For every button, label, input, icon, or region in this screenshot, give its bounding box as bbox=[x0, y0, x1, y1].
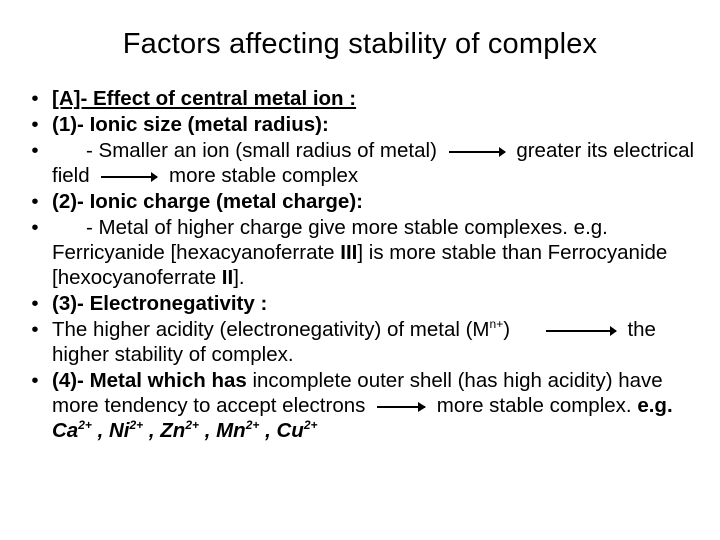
text-smaller-ion: - Smaller an ion (small radius of metal) bbox=[86, 139, 437, 162]
ion-separator: , bbox=[259, 419, 277, 442]
text-more-stable: more stable complex bbox=[169, 164, 359, 187]
bullet-dot-icon: • bbox=[31, 369, 39, 392]
bullet-higher-acidity bbox=[28, 317, 708, 367]
ion-separator: , bbox=[143, 419, 161, 442]
heading-effect-central-metal: [A]- Effect of central metal ion : bbox=[52, 87, 357, 110]
text-eg: e.g. bbox=[631, 394, 673, 417]
text-higher-stability: the higher stability of complex. bbox=[52, 318, 656, 366]
right-arrow-icon bbox=[449, 151, 505, 153]
text-higher-charge: - Metal of higher charge give more stable complexes. e.g. bbox=[86, 216, 608, 239]
bullet-smaller-ion bbox=[28, 138, 708, 188]
text-close-paren: ) bbox=[503, 318, 511, 341]
text-greater-field: greater its electrical field bbox=[52, 139, 695, 187]
right-arrow-icon bbox=[377, 406, 425, 408]
text-ferrocyanide: ] is more stable than Ferrocyanide [hexocyanoferrate bbox=[52, 241, 668, 289]
bullet-list bbox=[28, 86, 708, 444]
heading-electronegativity: (3)- Electronegativity : bbox=[52, 292, 268, 315]
text-metal-which-has: (4)- Metal which has bbox=[52, 369, 247, 392]
text-higher-acidity: The higher acidity (electronegativity) of metal (M bbox=[52, 318, 490, 341]
text-roman-three: III bbox=[340, 241, 358, 264]
ion-separator: , bbox=[199, 419, 217, 442]
ion-separator: , bbox=[91, 419, 109, 442]
bullet-dot-icon: • bbox=[31, 318, 39, 341]
ion-manganese: $Mn^{2+}$ bbox=[216, 418, 260, 442]
text-roman-two: II bbox=[221, 266, 234, 289]
bullet-dot-icon: • bbox=[31, 190, 39, 213]
heading-ionic-size: (1)- Ionic size (metal radius): bbox=[52, 113, 329, 136]
slide-title: Factors affecting stability of complex bbox=[122, 28, 598, 60]
text-close-bracket: ]. bbox=[233, 266, 245, 289]
heading-ionic-charge: (2)- Ionic charge (metal charge): bbox=[52, 190, 363, 213]
bullet-dot-icon: • bbox=[31, 113, 39, 136]
ion-zinc: $Zn^{2+}$ bbox=[160, 418, 200, 442]
ion-nickel: $Ni^{2+}$ bbox=[109, 418, 144, 442]
text-incomplete-shell: incomplete outer shell (has high acidity) have more tendency to accept electrons bbox=[52, 369, 663, 417]
text-more-stable-complex: more stable complex. bbox=[436, 394, 632, 417]
right-arrow-icon bbox=[546, 330, 616, 332]
text-n-plus: n+ bbox=[489, 317, 504, 332]
bullet-ionic-size bbox=[28, 112, 708, 137]
text-ferricyanide: Ferricyanide [hexacyanoferrate bbox=[52, 241, 341, 264]
bullet-dot-icon: • bbox=[31, 292, 39, 315]
bullet-dot-icon: • bbox=[31, 139, 39, 162]
bullet-electronegativity bbox=[28, 291, 708, 316]
right-arrow-icon bbox=[101, 176, 157, 178]
ion-copper: $Cu^{2+}$ bbox=[276, 418, 318, 442]
bullet-dot-icon: • bbox=[31, 216, 39, 239]
ion-calcium: $Ca^{2+}$ bbox=[52, 418, 92, 442]
bullet-ionic-charge bbox=[28, 189, 708, 214]
bullet-dot-icon: • bbox=[31, 87, 39, 110]
bullet-higher-charge bbox=[28, 215, 708, 290]
bullet-incomplete-shell bbox=[28, 368, 708, 443]
bullet-effect-central-metal bbox=[28, 86, 708, 111]
